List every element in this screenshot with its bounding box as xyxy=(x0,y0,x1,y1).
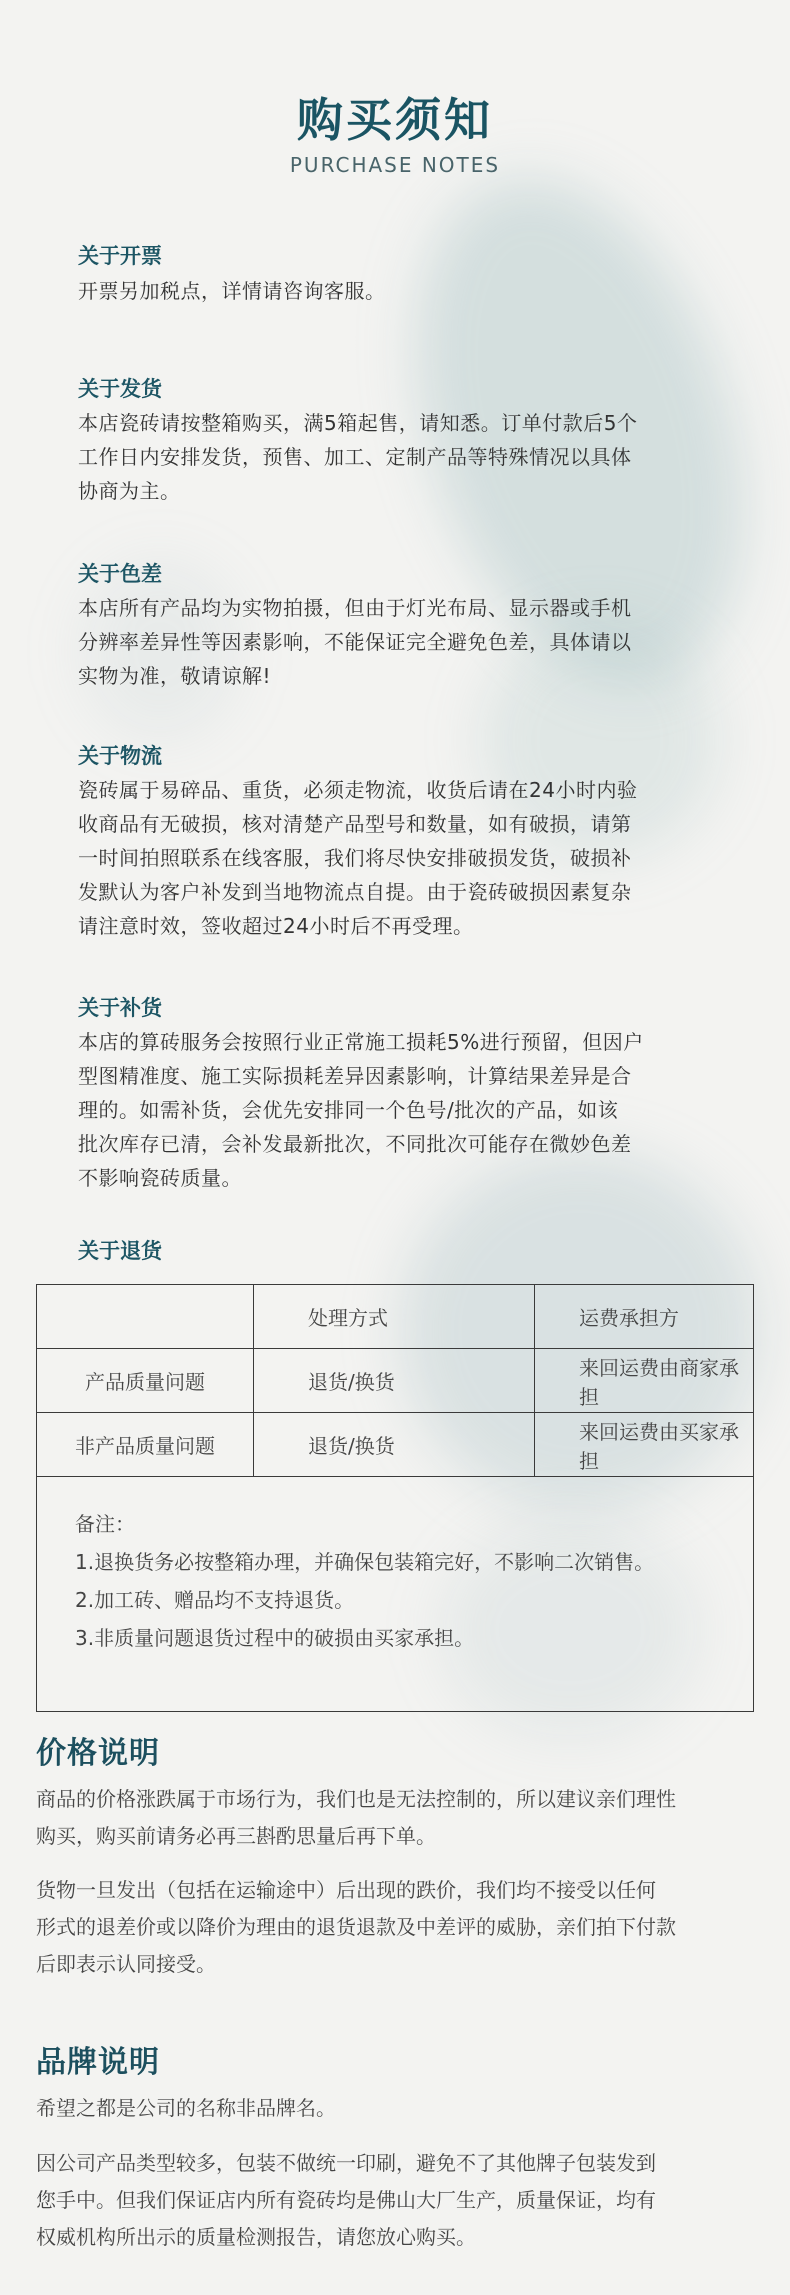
text-line: 购买，购买前请务必再三斟酌思量后再下单。 xyxy=(36,1824,436,1848)
section-heading-logistics: 关于物流 xyxy=(78,744,162,768)
price-heading: 价格说明 xyxy=(36,1736,160,1771)
page-title: 购买须知 xyxy=(297,93,493,147)
text-line: 希望之都是公司的名称非品牌名。 xyxy=(36,2096,336,2120)
text-line: 瓷砖属于易碎品、重货，必须走物流，收货后请在24小时内验 xyxy=(78,778,638,802)
section-heading-color-difference: 关于色差 xyxy=(78,562,162,586)
text-line: 一时间拍照联系在线客服，我们将尽快安排破损发货，破损补 xyxy=(78,846,632,870)
table-row xyxy=(37,1413,754,1477)
text-line: 因公司产品类型较多，包装不做统一印刷，避免不了其他牌子包装发到 xyxy=(36,2151,656,2175)
price-paragraph-2 xyxy=(36,1872,754,1983)
text-line: 开票另加税点，详情请咨询客服。 xyxy=(78,279,386,303)
table-notes-cell xyxy=(37,1477,754,1712)
text-line: 本店所有产品均为实物拍摄，但由于灯光布局、显示器或手机 xyxy=(78,596,632,620)
text-line: 本店的算砖服务会按照行业正常施工损耗5%进行预留，但因户 xyxy=(78,1030,644,1054)
table-cell: 产品质量问题 xyxy=(37,1349,254,1413)
text-line: 实物为准，敬请谅解! xyxy=(78,664,272,688)
text-line: 批次库存已清，会补发最新批次，不同批次可能存在微妙色差 xyxy=(78,1132,632,1156)
table-cell: 非产品质量问题 xyxy=(37,1413,254,1477)
text-line: 分辨率差异性等因素影响，不能保证完全避免色差，具体请以 xyxy=(78,630,632,654)
section-text-invoice xyxy=(78,274,718,308)
section-text-restock xyxy=(78,1025,718,1195)
table-header-cell: 运费承担方 xyxy=(535,1285,754,1349)
section-heading-returns: 关于退货 xyxy=(78,1239,162,1263)
section-text-shipping xyxy=(78,406,718,508)
text-line: 您手中。但我们保证店内所有瓷砖均是佛山大厂生产，质量保证，均有 xyxy=(36,2188,656,2212)
brand-paragraph-1 xyxy=(36,2090,754,2127)
table-cell: 退货/换货 xyxy=(254,1349,535,1413)
text-line: 形式的退差价或以降价为理由的退货退款及中差评的威胁，亲们拍下付款 xyxy=(36,1915,676,1939)
text-line: 货物一旦发出（包括在运输途中）后出现的跌价，我们均不接受以任何 xyxy=(36,1878,656,1902)
text-line: 协商为主。 xyxy=(78,479,181,503)
section-text-color-difference xyxy=(78,591,718,693)
table-cell: 来回运费由买家承担 xyxy=(535,1413,754,1477)
text-line: 不影响瓷砖质量。 xyxy=(78,1166,242,1190)
table-cell: 来回运费由商家承担 xyxy=(535,1349,754,1413)
text-line: 发默认为客户补发到当地物流点自提。由于瓷砖破损因素复杂 xyxy=(78,880,632,904)
price-paragraph-1 xyxy=(36,1781,754,1855)
notes-label: 备注： xyxy=(75,1512,135,1536)
brand-paragraph-2 xyxy=(36,2145,754,2256)
table-cell: 退货/换货 xyxy=(254,1413,535,1477)
table-header-cell: 处理方式 xyxy=(254,1285,535,1349)
text-line: 收商品有无破损，核对清楚产品型号和数量，如有破损，请第 xyxy=(78,812,632,836)
note-item: 3.非质量问题退货过程中的破损由买家承担。 xyxy=(75,1626,475,1650)
note-item: 2.加工砖、赠品均不支持退货。 xyxy=(75,1588,355,1612)
page-subtitle: PURCHASE NOTES xyxy=(289,153,501,177)
text-line: 本店瓷砖请按整箱购买，满5箱起售，请知悉。订单付款后5个 xyxy=(78,411,638,435)
text-line: 请注意时效，签收超过24小时后不再受理。 xyxy=(78,914,474,938)
returns-table xyxy=(36,1284,754,1712)
table-notes-row xyxy=(37,1477,754,1712)
text-line: 权威机构所出示的质量检测报告，请您放心购买。 xyxy=(36,2225,476,2249)
section-heading-invoice: 关于开票 xyxy=(78,244,162,268)
text-line: 工作日内安排发货，预售、加工、定制产品等特殊情况以具体 xyxy=(78,445,632,469)
section-heading-restock: 关于补货 xyxy=(78,996,162,1020)
text-line: 理的。如需补货，会优先安排同一个色号/批次的产品，如该 xyxy=(78,1098,619,1122)
table-header-cell xyxy=(37,1285,254,1349)
text-line: 商品的价格涨跌属于市场行为，我们也是无法控制的，所以建议亲们理性 xyxy=(36,1787,676,1811)
section-heading-shipping: 关于发货 xyxy=(78,377,162,401)
brand-heading: 品牌说明 xyxy=(36,2045,160,2080)
table-row xyxy=(37,1349,754,1413)
section-text-logistics xyxy=(78,773,718,943)
note-item: 1.退换货务必按整箱办理，并确保包装箱完好，不影响二次销售。 xyxy=(75,1550,655,1574)
text-line: 型图精准度、施工实际损耗差异因素影响，计算结果差异是合 xyxy=(78,1064,632,1088)
table-header-row xyxy=(37,1285,754,1349)
text-line: 后即表示认同接受。 xyxy=(36,1952,216,1976)
